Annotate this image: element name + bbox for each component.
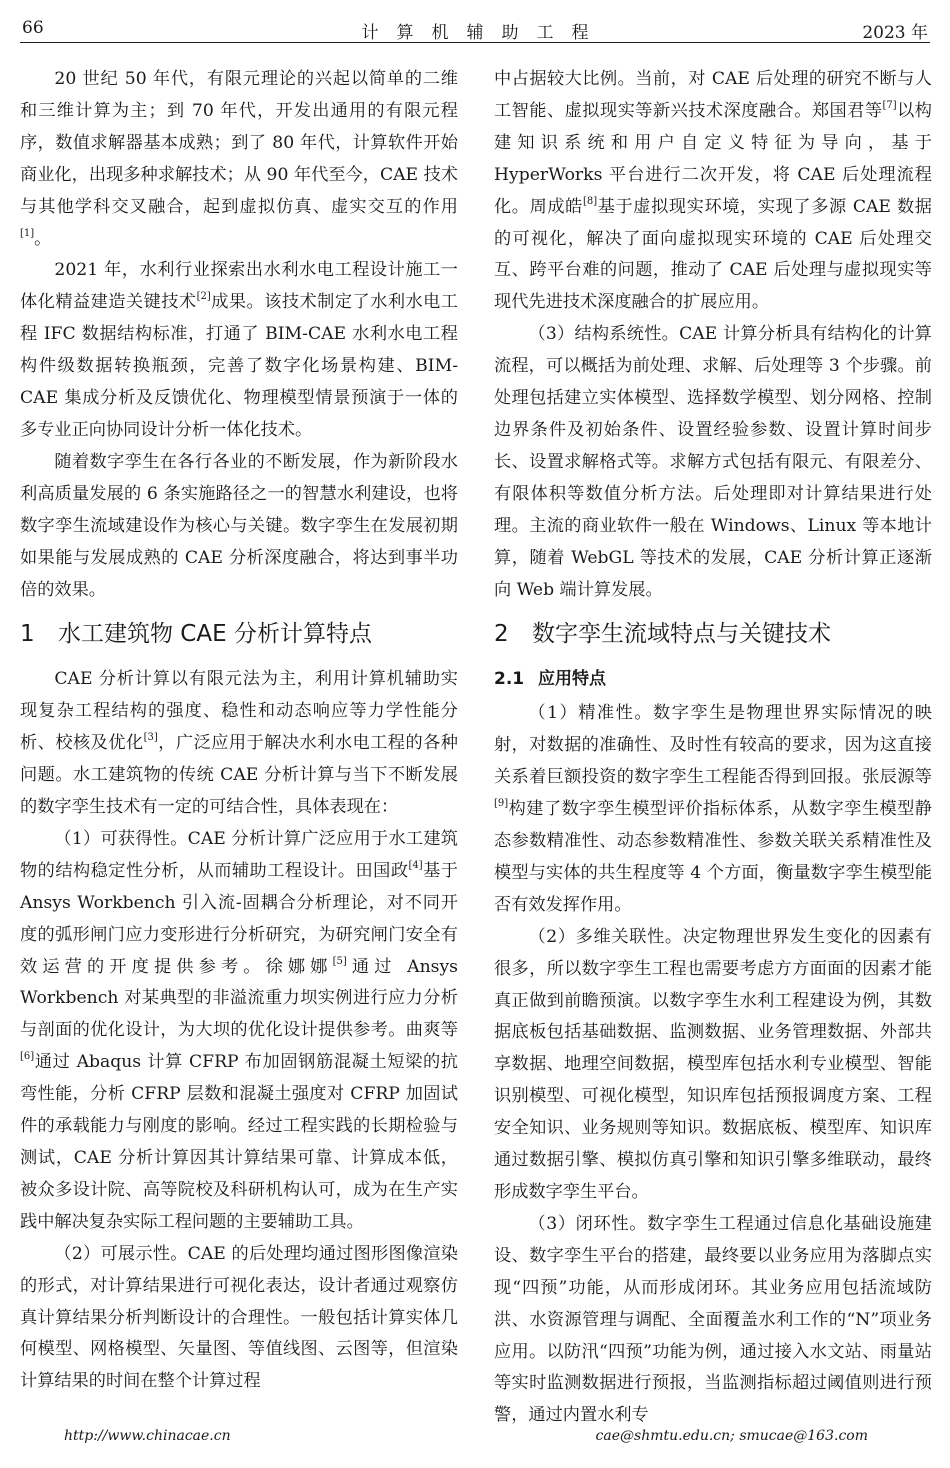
- left-column: [20, 64, 458, 1398]
- section-title: 水工建筑物 CAE 分析计算特点: [58, 621, 372, 648]
- citation: [4]: [408, 859, 423, 871]
- paragraph: 2021 年，水利行业探索出水利水电工程设计施工一体化精益建造关键技术[2]成果。该技术制定了水利水电工程 IFC 数据结构标准，打通了 BIM-CAE 水利水电工程构件级数据转换瓶颈，完善了数字化场景构建、BIM-CAE 集成分析及反馈优化、物理模型情景预演于一体的多专业正向协同设计分析一体化技术。: [20, 260, 458, 440]
- citation: [8]: [582, 195, 598, 207]
- footer-emails: cae@shmtu.edu.cn; smucae@163.com: [595, 1428, 868, 1444]
- right-column: [494, 64, 932, 1432]
- section-title: 数字孪生流域特点与关键技术: [532, 621, 831, 648]
- paragraph: CAE 分析计算以有限元法为主，利用计算机辅助实现复杂工程结构的强度、稳性和动态响应等力学性能分析、校核及优化[3]，广泛应用于解决水利水电工程的各种问题。水工建筑物的传统 CAE 分析计算与当下不断发展的数字孪生技术有一定的可结合性，具体表现在：: [20, 669, 458, 818]
- paragraph: （1）可获得性。CAE 分析计算广泛应用于水工建筑物的结构稳定性分析，从而辅助工程设计。田国政[4]基于 Ansys Workbench 引入流-固耦合分析理论，对不同开度的弧形闸门应力变形进行分析研究，为研究闸门安全有效运营的开度提供参考。徐娜娜[5]通过 Ansys Workbench 对某典型的非溢流重力坝实例进行应力分析与剖面的优化设计，为大坝的优化设计提供参考。曲爽等[6]通过 Abaqus 计算 CFRP 布加固钢筋混凝土短梁的抗弯性能，分析 CFRP 层数和混凝土强度对 CFRP 加固试件的承载能力与刚度的影响。经过工程实践的长期检验与测试，CAE 分析计算因其计算结果可靠、计算成本低，被众多设计院、高等院校及科研机构认可，成为在生产实践中解决复杂实际工程问题的主要辅助工具。: [20, 828, 458, 1232]
- citation: [6]: [20, 1051, 35, 1063]
- citation: [2]: [196, 291, 211, 303]
- citation: [1]: [20, 227, 35, 239]
- section-number: 1: [20, 621, 35, 648]
- journal-title: 计算机辅助工程: [361, 23, 607, 43]
- subsection-title: 应用特点: [538, 669, 606, 690]
- section-heading: [20, 618, 458, 650]
- citation: [5]: [332, 955, 347, 967]
- subsection-number: 2.1: [494, 669, 525, 690]
- citation: [7]: [882, 99, 897, 111]
- section-heading: [494, 618, 932, 650]
- paragraph: 20 世纪 50 年代，有限元理论的兴起以简单的二维和三维计算为主；到 70 年代，开发出通用的有限元程序，数值求解器基本成熟；到了 80 年代，计算软件开始商业化，出现多种求解技术；从 90 年代至今，CAE 技术与其他学科交叉融合，起到虚拟仿真、虚实交互的作用[1]。: [20, 69, 458, 249]
- footer-website: http://www.chinacae.cn: [64, 1428, 231, 1444]
- citation: [9]: [494, 798, 509, 810]
- paragraph: （3）结构系统性。CAE 计算分析具有结构化的计算流程，可以概括为前处理、求解、后处理等 3 个步骤。前处理包括建立实体模型、选择数学模型、划分网格、控制边界条件及初始条件、设置经验参数、设置计算时间步长、设置求解格式等。求解方式包括有限元、有限差分、有限体积等数值分析方法。后处理即对计算结果进行处理。主流的商业软件一般在 Windows、Linux 等本地计算，随着 WebGL 等技术的发展，CAE 分析计算正逐渐向 Web 端计算发展。: [494, 324, 932, 600]
- section-number: 2: [494, 621, 509, 648]
- paragraph: （1）精准性。数字孪生是物理世界实际情况的映射，对数据的准确性、及时性有较高的要求，因为这直接关系着巨额投资的数字孪生工程能否得到回报。张辰源等[9]构建了数字孪生模型评价指标体系，从数字孪生模型静态参数精准性、动态参数精准性、参数关联关系精准性及模型与实体的共生程度等 4 个方面，衡量数字孪生模型能否有效发挥作用。: [494, 703, 932, 915]
- citation: [3]: [143, 732, 158, 744]
- paragraph: 中占据较大比例。当前，对 CAE 后处理的研究不断与人工智能、虚拟现实等新兴技术深度融合。郑国君等[7]以构建知识系统和用户自定义特征为导向，基于 HyperWorks 平台进行二次开发，将 CAE 后处理流程化。周成皓[8]基于虚拟现实环境，实现了多源 CAE 数据的可视化，解决了面向虚拟现实环境的 CAE 后处理交互、跨平台难的问题，推动了 CAE 后处理与虚拟现实等现代先进技术深度融合的扩展应用。: [494, 69, 932, 313]
- subsection-heading: [494, 664, 932, 694]
- page-header: [20, 12, 930, 43]
- paragraph: （2）多维关联性。决定物理世界发生变化的因素有很多，所以数字孪生工程也需要考虑方方面面的因素才能真正做到前瞻预演。以数字孪生水利工程建设为例，其数据底板包括基础数据、监测数据、业务管理数据、外部共享数据、地理空间数据，模型库包括水利专业模型、智能识别模型、可视化模型，知识库包括预报调度方案、工程安全知识、业务规则等知识。数据底板、模型库、知识库通过数据引擎、模拟仿真引擎和知识引擎多维联动，最终形成数字孪生平台。: [494, 926, 932, 1202]
- journal-year: 2023 年: [862, 23, 928, 43]
- paragraph: （3）闭环性。数字孪生工程通过信息化基础设施建设、数字孪生平台的搭建，最终要以业务应用为落脚点实现“四预”功能，从而形成闭环。其业务应用包括流域防洪、水资源管理与调配、全面覆盖水利工作的“N”项业务应用。以防汛“四预”功能为例，通过接入水文站、雨量站等实时监测数据进行预报，当监测指标超过阈值则进行预警，通过内置水利专: [494, 1213, 932, 1426]
- paragraph: （2）可展示性。CAE 的后处理均通过图形图像渲染的形式，对计算结果进行可视化表达，设计者通过观察仿真计算结果分析判断设计的合理性。一般包括计算实体几何模型、网格模型、矢量图、等值线图、云图等，但渲染计算结果的时间在整个计算过程: [20, 1243, 458, 1392]
- paragraph: 随着数字孪生在各行各业的不断发展，作为新阶段水利高质量发展的 6 条实施路径之一的智慧水利建设，也将数字孪生流域建设作为核心与关键。数字孪生在发展初期如果能与发展成熟的 CAE 分析深度融合，将达到事半功倍的效果。: [20, 451, 458, 600]
- page-number: 66: [22, 18, 44, 38]
